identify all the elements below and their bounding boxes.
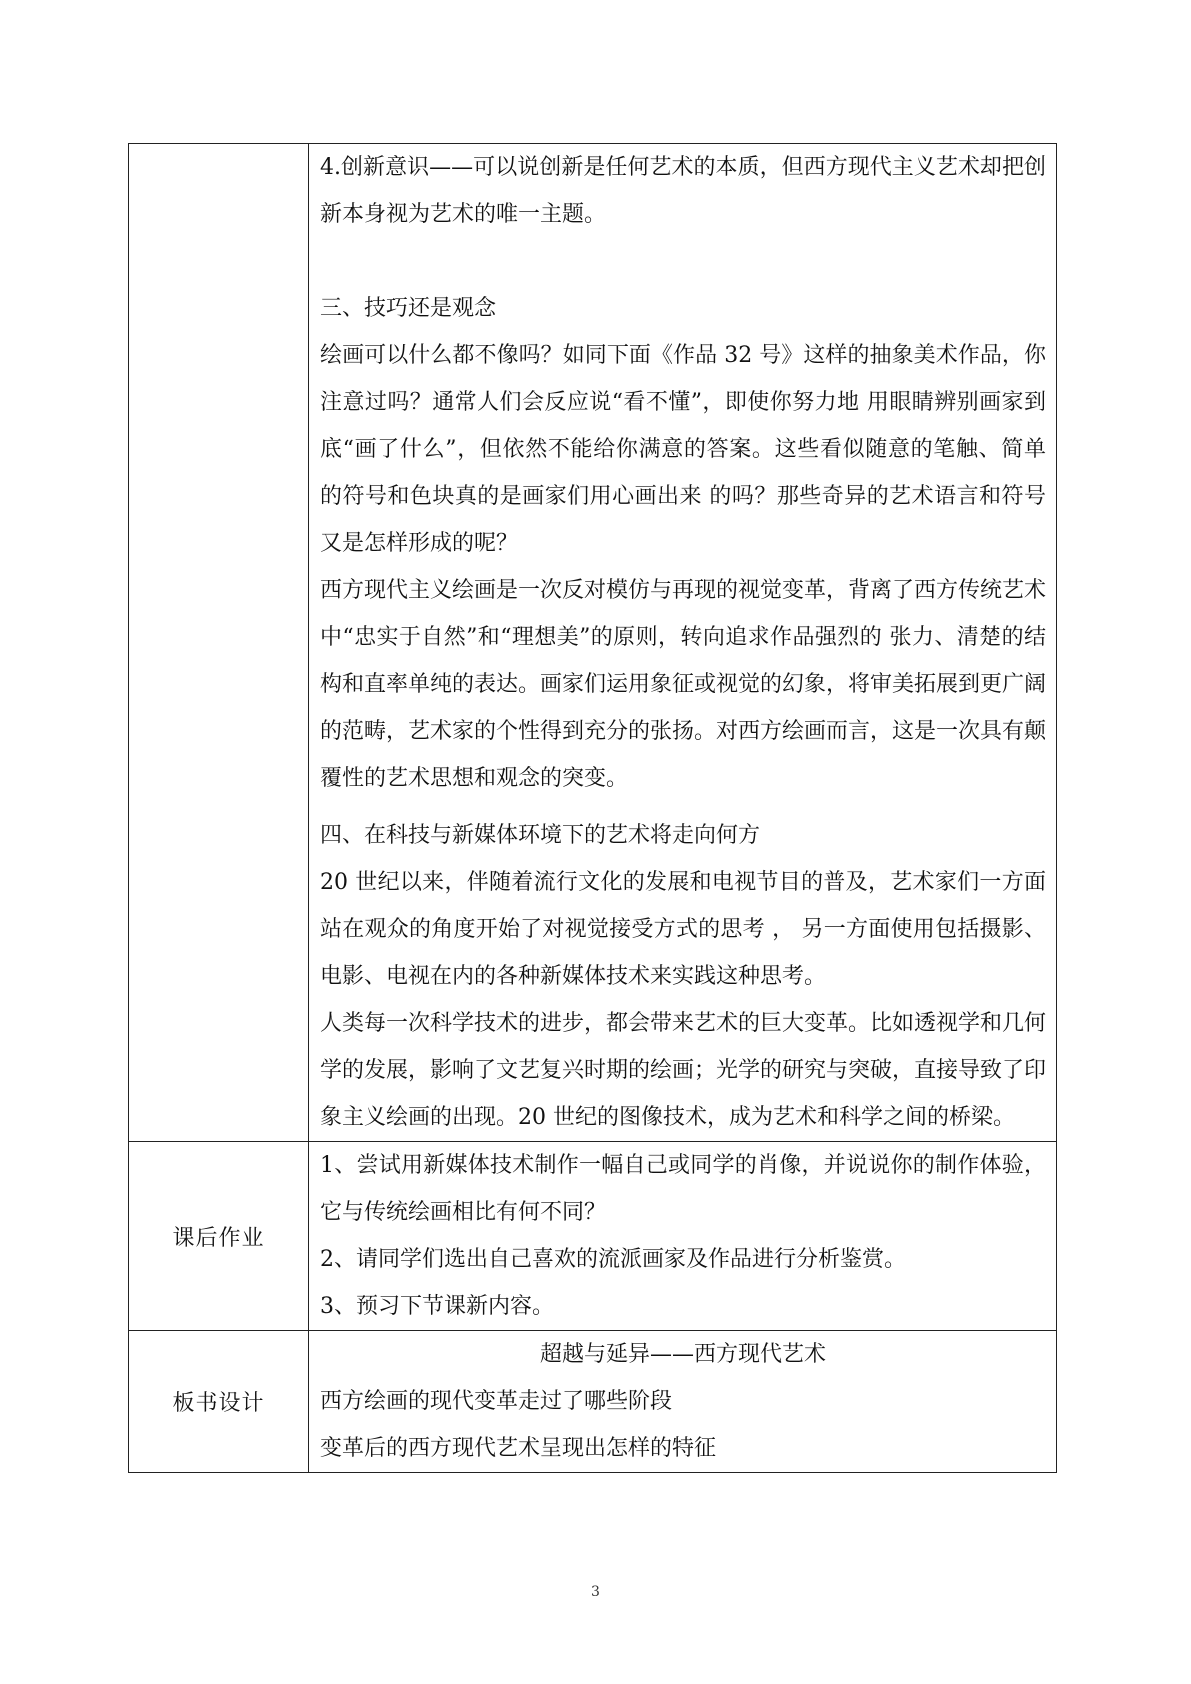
twentieth-century-paragraph: 20 世纪以来，伴随着流行文化的发展和电视节目的普及，艺术家们一方面站在观众的角度开始了对视觉接受方式的思考 ， 另一方面使用包括摄影、电影、电视在内的各种新媒体技术来实践这种思考。 xyxy=(320,870,1046,989)
spacer xyxy=(320,238,1046,285)
homework-item: 3、预习下节课新内容。 xyxy=(320,1294,554,1319)
technology-paragraph: 人类每一次科学技术的进步，都会带来艺术的巨大变革。比如透视学和几何学的发展，影响了文艺复兴时期的绘画；光学的研究与突破，直接导致了印象主义绘画的出现。20 世纪的图像技术，成为艺术和科学之间的桥梁。 xyxy=(320,1011,1047,1130)
modernism-paragraph: 西方现代主义绘画是一次反对模仿与再现的视觉变革，背离了西方传统艺术中“忠实于自然”和“理想美”的原则，转向追求作品强烈的 张力、清楚的结构和直率单纯的表达。画家们运用象征或视觉的幻象，将审美拓展到更广阔的范畴，艺术家的个性得到充分的张扬。对西方绘画而言，这是一次具有颠覆性的艺术思想和观念的突变。 xyxy=(320,578,1047,791)
homework-item: 1、尝试用新媒体技术制作一幅自己或同学的肖像，并说说你的制作体验，它与传统绘画相比有何不同？ xyxy=(320,1153,1046,1225)
page-number: 3 xyxy=(591,1584,600,1600)
board-design-title: 超越与延异——西方现代艺术 xyxy=(539,1342,826,1367)
board-design-label: 板书设计 xyxy=(129,1331,309,1473)
content-row xyxy=(129,144,1057,1142)
abstract-art-paragraph: 绘画可以什么都不像吗？如同下面《作品 32 号》这样的抽象美术作品，你注意过吗？通常人们会反应说“看不懂”，即使你努力地 用眼睛辨别画家到底“画了什么”，但依然不能给你满意的答案。这些看似随意的笔触、简单的符号和色块真的是画家们用心画出来 的吗？那些奇异的艺术语言和符号又是怎样形成的呢？ xyxy=(320,343,1046,556)
section-heading-technique: 三、技巧还是观念 xyxy=(320,296,497,321)
lesson-plan-table xyxy=(128,143,1057,1473)
board-design-row xyxy=(129,1331,1057,1473)
content-label-cell xyxy=(129,144,309,1142)
spacer xyxy=(320,802,1046,812)
board-design-body-cell xyxy=(309,1331,1057,1473)
homework-row xyxy=(129,1142,1057,1331)
homework-body-cell xyxy=(309,1142,1057,1331)
homework-item: 2、请同学们选出自己喜欢的流派画家及作品进行分析鉴赏。 xyxy=(320,1247,906,1272)
section-heading-new-media: 四、在科技与新媒体环境下的艺术将走向何方 xyxy=(320,823,761,848)
innovation-paragraph: 4.创新意识——可以说创新是任何艺术的本质，但西方现代主义艺术却把创新本身视为艺术的唯一主题。 xyxy=(320,155,1046,227)
homework-label: 课后作业 xyxy=(129,1142,309,1331)
content-body-cell xyxy=(309,144,1057,1142)
board-design-line: 变革后的西方现代艺术呈现出怎样的特征 xyxy=(320,1436,717,1461)
board-design-line: 西方绘画的现代变革走过了哪些阶段 xyxy=(320,1389,673,1414)
